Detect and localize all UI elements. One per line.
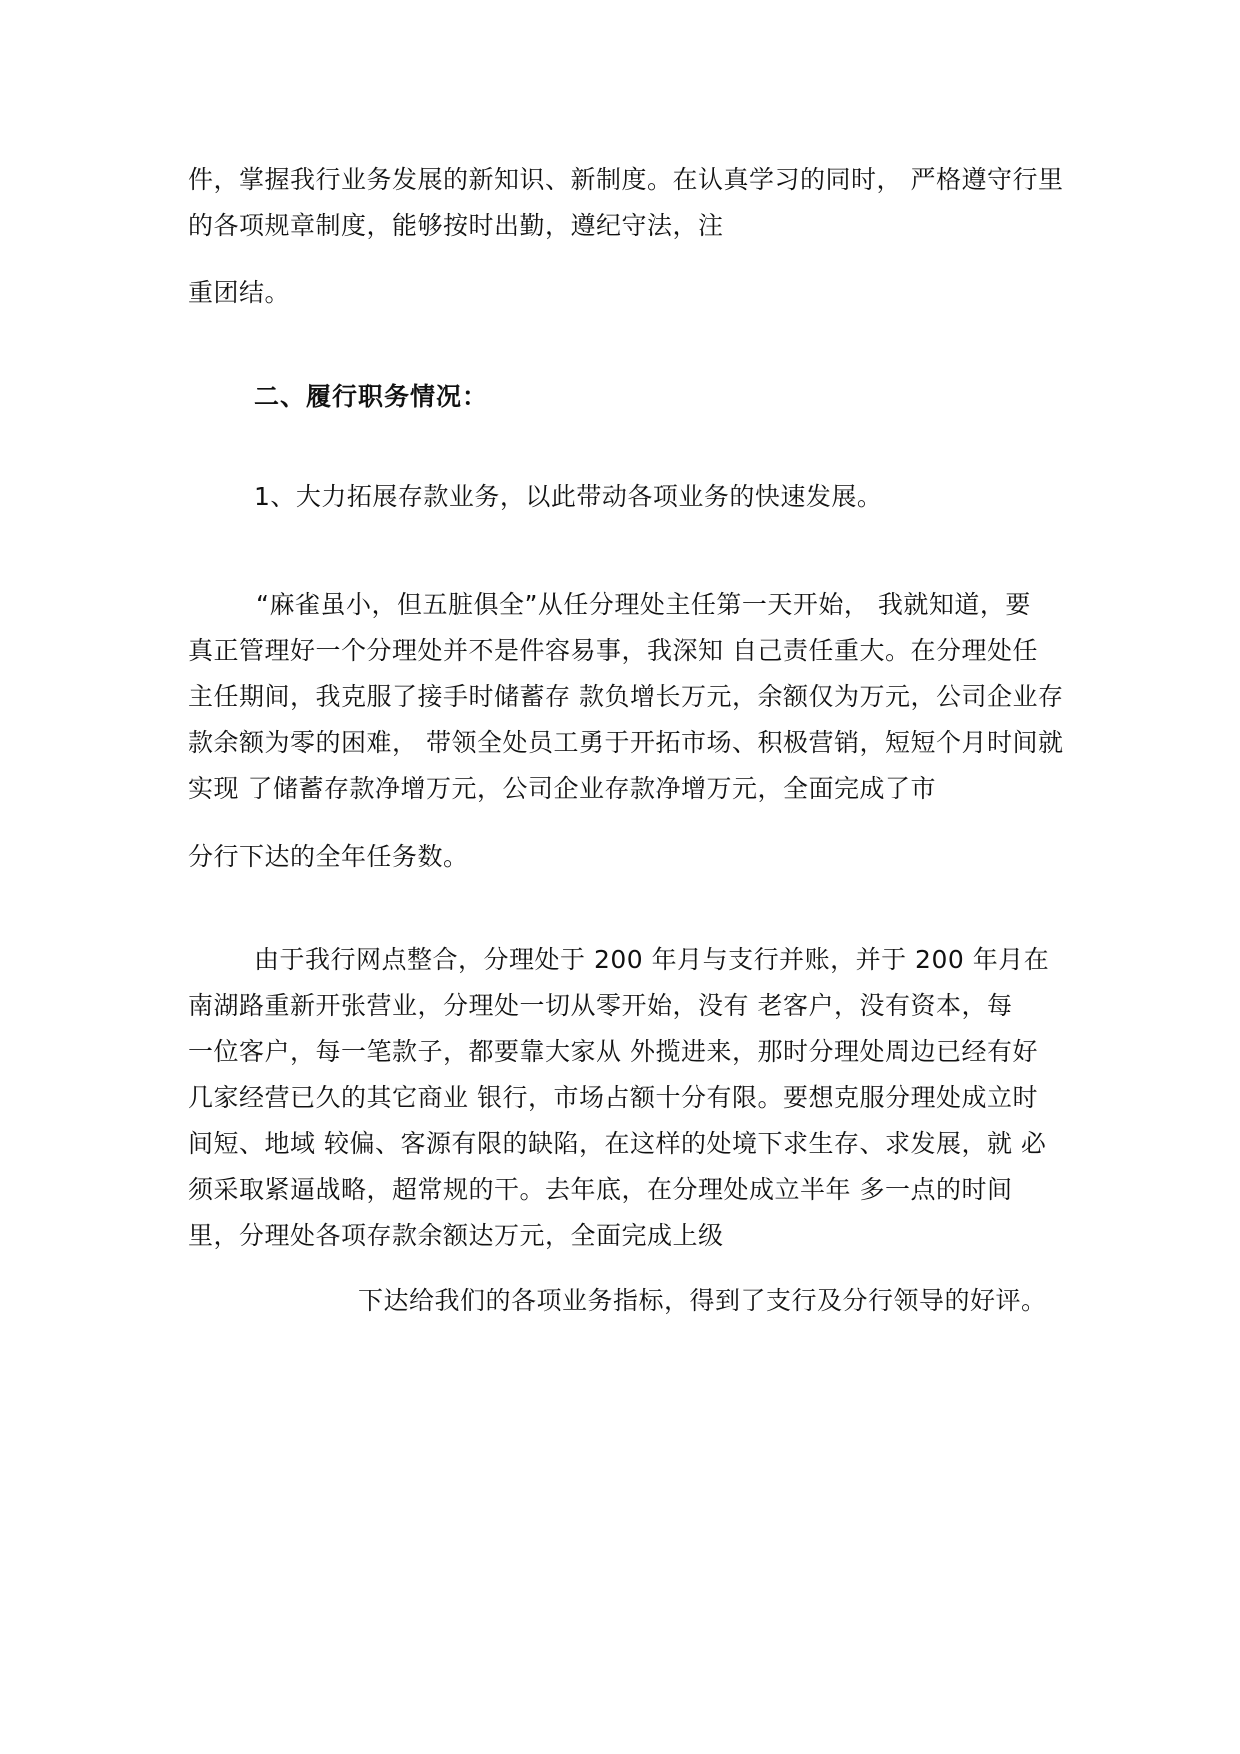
para1-line-6: 分行下达的全年任务数。 — [188, 842, 469, 871]
intro-line-3: 重团结。 — [188, 278, 291, 307]
para2-line-3: 一位客户，每一笔款子，都要靠大家从 外揽进来，那时分理处周边已经有好 — [188, 1037, 1038, 1066]
para2-line-4: 几家经营已久的其它商业 银行，市场占额十分有限。要想克服分理处成立时 — [188, 1083, 1038, 1112]
para2-line-5: 间短、地域 较偏、客源有限的缺陷，在这样的处境下求生存、求发展，就 必 — [188, 1129, 1047, 1158]
para2-line-8: 下达给我们的各项业务指标，得到了支行及分行领导的好评。 — [358, 1286, 1047, 1315]
intro-line-1: 件，掌握我行业务发展的新知识、新制度。在认真学习的同时， 严格遵守行里 — [188, 165, 1064, 194]
para2-line-6: 须采取紧逼战略，超常规的干。去年底，在分理处成立半年 多一点的时间 — [188, 1175, 1013, 1204]
para1-line-1: “麻雀虽小，但五脏俱全”从任分理处主任第一天开始， 我就知道，要 — [256, 590, 1031, 619]
intro-line-2: 的各项规章制度，能够按时出勤，遵纪守法，注 — [188, 211, 724, 240]
item-1-title: 1、大力拓展存款业务，以此带动各项业务的快速发展。 — [254, 482, 883, 511]
para2-line-2: 南湖路重新开张营业，分理处一切从零开始，没有 老客户，没有资本，每 — [188, 991, 1013, 1020]
para1-line-2: 真正管理好一个分理处并不是件容易事，我深知 自己责任重大。在分理处任 — [188, 636, 1038, 665]
para2-line-1: 由于我行网点整合，分理处于 200 年月与支行并账，并于 200 年月在 — [254, 945, 1050, 974]
para2-line-7: 里，分理处各项存款余额达万元，全面完成上级 — [188, 1221, 724, 1250]
para1-line-4: 款余额为零的困难， 带领全处员工勇于开拓市场、积极营销，短短个月时间就 — [188, 728, 1064, 757]
para1-line-3: 主任期间，我克服了接手时储蓄存 款负增长万元，余额仅为万元，公司企业存 — [188, 682, 1064, 711]
para1-line-5: 实现 了储蓄存款净增万元，公司企业存款净增万元，全面完成了市 — [188, 774, 936, 803]
section-heading: 二、履行职务情况： — [254, 382, 489, 411]
